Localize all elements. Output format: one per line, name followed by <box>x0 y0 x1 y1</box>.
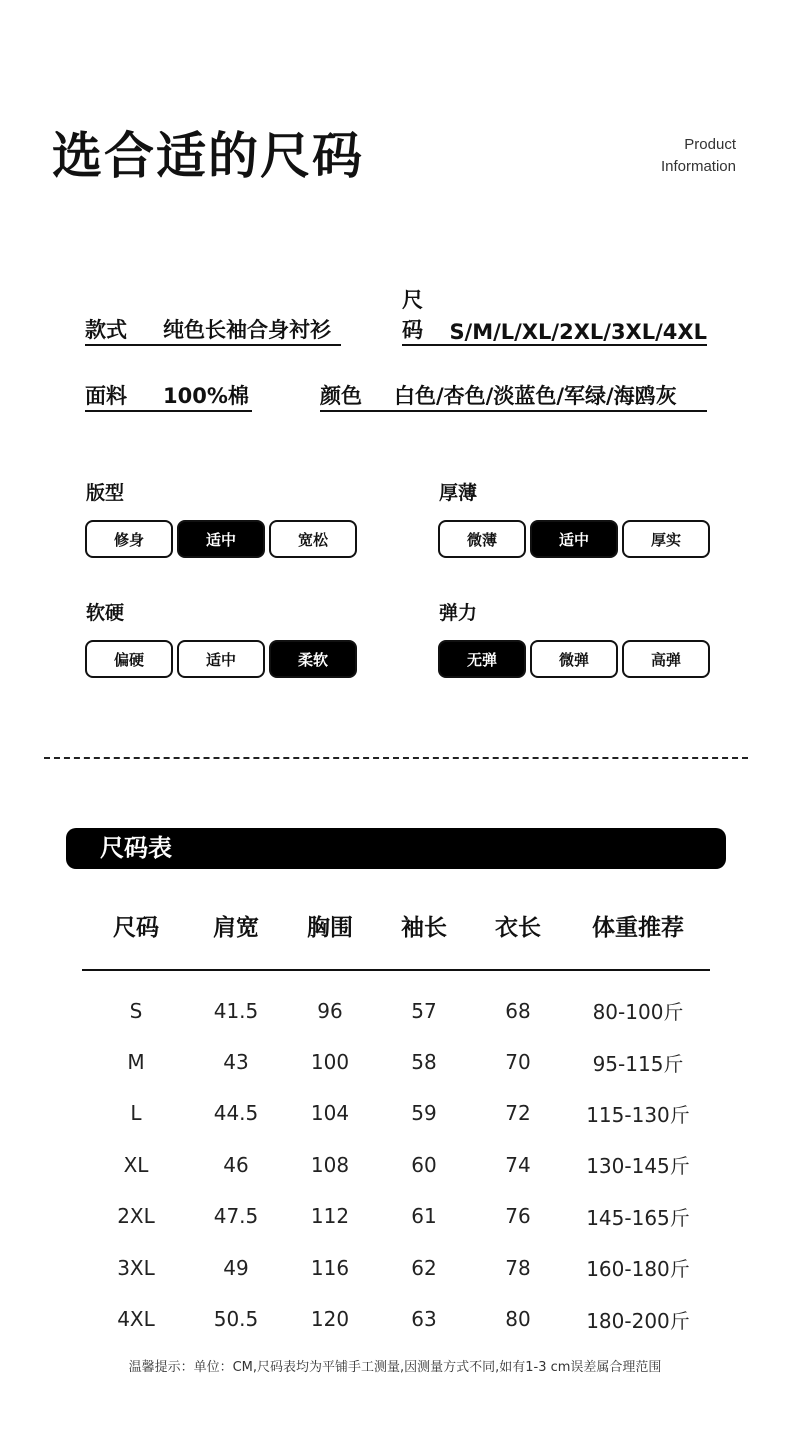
cell-shoulder: 44.5 <box>213 1101 259 1126</box>
cell-size: M <box>127 1050 145 1075</box>
info-style-key: 款式 <box>85 318 127 342</box>
cell-chest: 100 <box>310 1050 350 1075</box>
header-size: 尺码 <box>113 915 159 941</box>
cell-shoulder: 43 <box>223 1050 249 1075</box>
cell-size: S <box>129 998 143 1023</box>
elasticity-option: 高弹 <box>622 640 710 678</box>
attr-elasticity-label: 弹力 <box>439 602 478 624</box>
table-row <box>82 1036 710 1087</box>
cell-weight: 115-130斤 <box>586 1102 690 1127</box>
cell-length: 68 <box>505 998 531 1023</box>
cell-shoulder: 49 <box>223 1255 249 1280</box>
cell-sleeve: 59 <box>411 1101 437 1126</box>
cell-sleeve: 60 <box>411 1152 437 1177</box>
cell-chest: 104 <box>310 1101 350 1126</box>
subtitle-line-2: Information <box>660 158 736 175</box>
size-table-body <box>82 985 710 1345</box>
attr-softness-label: 软硬 <box>86 602 125 624</box>
info-style <box>85 308 341 346</box>
thickness-option: 厚实 <box>622 520 710 558</box>
header-length: 衣长 <box>495 915 541 941</box>
fit-option: 宽松 <box>269 520 357 558</box>
cell-chest: 96 <box>317 998 343 1023</box>
cell-chest: 120 <box>310 1307 350 1332</box>
attr-fit-label: 版型 <box>86 482 125 504</box>
table-row <box>82 1242 710 1293</box>
cell-weight: 130-145斤 <box>586 1154 690 1179</box>
info-size <box>402 288 707 346</box>
info-fabric-value: 100%棉 <box>163 384 249 408</box>
info-style-value: 纯色长袖合身衬衫 <box>163 318 331 342</box>
softness-option: 柔软 <box>269 640 357 678</box>
cell-size: 3XL <box>117 1255 155 1280</box>
cell-weight: 80-100斤 <box>592 1000 684 1025</box>
table-row <box>82 1191 710 1242</box>
cell-shoulder: 41.5 <box>213 998 259 1023</box>
cell-size: 4XL <box>117 1307 155 1332</box>
info-fabric-key: 面料 <box>85 384 127 408</box>
cell-length: 78 <box>505 1255 531 1280</box>
table-row <box>82 1139 710 1190</box>
header-weight: 体重推荐 <box>592 915 684 941</box>
attr-elasticity-options <box>438 640 710 678</box>
cell-size: 2XL <box>117 1204 155 1229</box>
size-table-header <box>82 905 710 971</box>
header-sleeve: 袖长 <box>401 915 447 941</box>
info-color-value: 白色/杏色/淡蓝色/军绿/海鸥灰 <box>394 384 677 408</box>
attr-softness-options <box>85 640 357 678</box>
info-size-value: S/M/L/XL/2XL/3XL/4XL <box>449 320 707 344</box>
softness-option: 适中 <box>177 640 265 678</box>
thickness-option: 适中 <box>530 520 618 558</box>
cell-length: 70 <box>505 1050 531 1075</box>
info-size-key: 尺码 <box>402 288 423 342</box>
measurement-note: 温馨提示：单位：CM,尺码表均为平铺手工测量,因测量方式不同,如有1-3 cm误差属合理范围 <box>128 1360 662 1375</box>
cell-shoulder: 47.5 <box>213 1204 259 1229</box>
size-table-banner: 尺码表 <box>66 828 726 869</box>
header-chest: 胸围 <box>307 915 353 941</box>
cell-weight: 180-200斤 <box>586 1308 690 1333</box>
cell-chest: 116 <box>310 1255 350 1280</box>
dashed-divider <box>44 757 748 759</box>
cell-length: 76 <box>505 1204 531 1229</box>
cell-chest: 112 <box>310 1204 350 1229</box>
cell-weight: 145-165斤 <box>586 1205 690 1230</box>
page-subtitle <box>661 134 736 178</box>
attr-fit-options <box>85 520 357 558</box>
elasticity-option: 无弹 <box>438 640 526 678</box>
fit-option: 修身 <box>85 520 173 558</box>
cell-length: 74 <box>505 1152 531 1177</box>
cell-chest: 108 <box>310 1152 350 1177</box>
cell-sleeve: 58 <box>411 1050 437 1075</box>
info-color-key: 颜色 <box>320 384 362 408</box>
cell-length: 80 <box>505 1307 531 1332</box>
fit-option: 适中 <box>177 520 265 558</box>
cell-weight: 95-115斤 <box>592 1051 684 1076</box>
attr-thickness-options <box>438 520 710 558</box>
thickness-option: 微薄 <box>438 520 526 558</box>
softness-option: 偏硬 <box>85 640 173 678</box>
table-row <box>82 985 710 1036</box>
cell-size: XL <box>123 1152 149 1177</box>
cell-sleeve: 57 <box>411 998 437 1023</box>
page-title: 选合适的尺码 <box>52 127 364 185</box>
header-shoulder: 肩宽 <box>213 915 259 941</box>
cell-sleeve: 62 <box>411 1255 437 1280</box>
attr-thickness-label: 厚薄 <box>439 482 478 504</box>
cell-size: L <box>130 1101 142 1126</box>
cell-weight: 160-180斤 <box>586 1257 690 1282</box>
elasticity-option: 微弹 <box>530 640 618 678</box>
subtitle-line-1: Product <box>684 136 736 153</box>
cell-sleeve: 63 <box>411 1307 437 1332</box>
info-fabric <box>85 374 252 412</box>
cell-length: 72 <box>505 1101 531 1126</box>
table-row <box>82 1293 710 1344</box>
table-row <box>82 1088 710 1139</box>
cell-sleeve: 61 <box>411 1204 437 1229</box>
cell-shoulder: 46 <box>223 1152 249 1177</box>
info-color <box>320 374 707 412</box>
cell-shoulder: 50.5 <box>213 1307 259 1332</box>
